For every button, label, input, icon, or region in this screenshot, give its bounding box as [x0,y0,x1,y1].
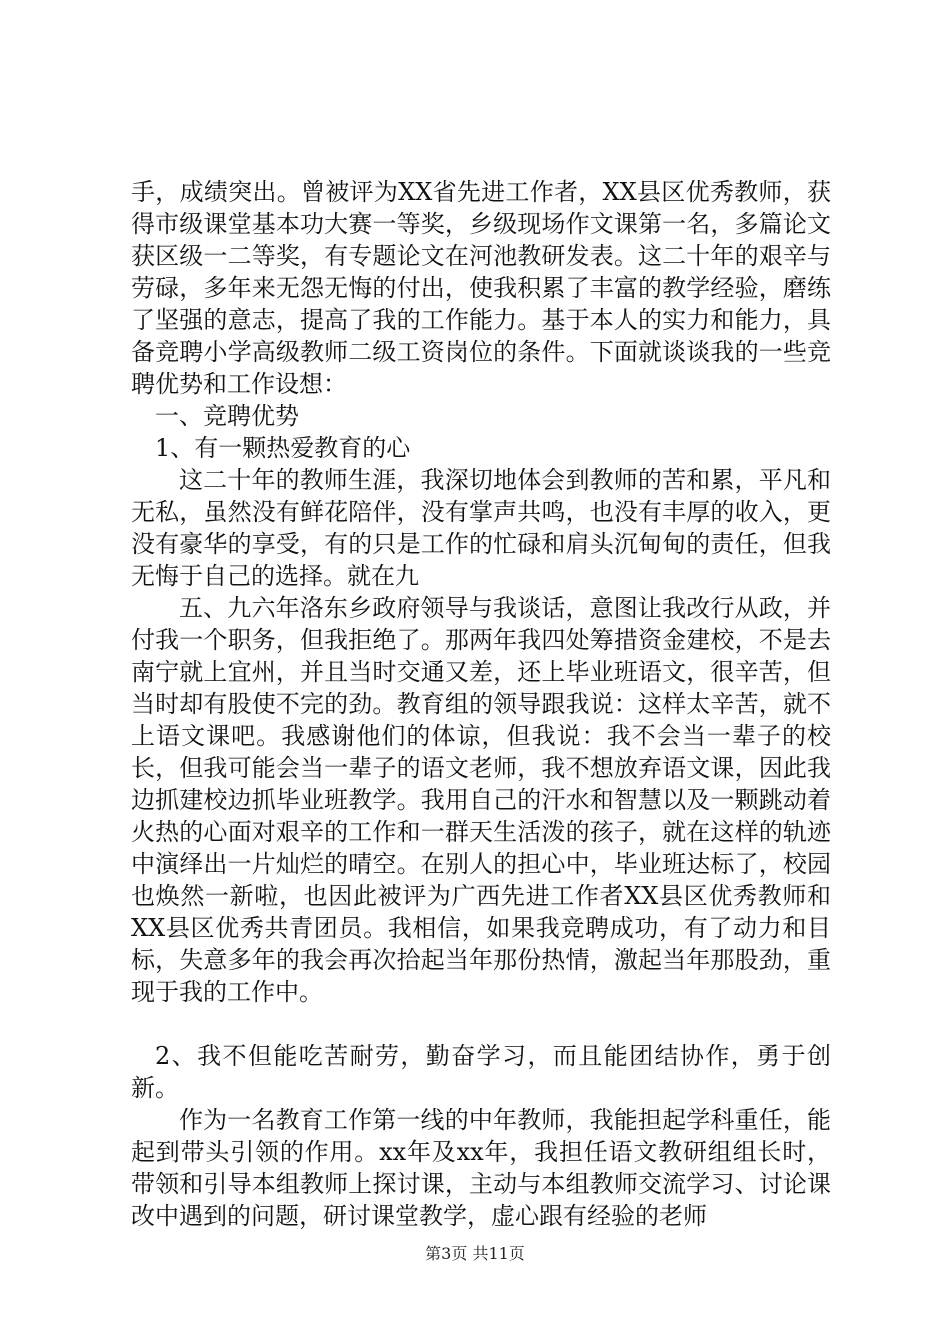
paragraph-career: 这二十年的教师生涯，我深切地体会到教师的苦和累，平凡和无私，虽然没有鲜花陪伴，没有掌声共鸣，也没有丰厚的收入，更没有豪华的享受，有的只是工作的忙碌和肩头沉甸甸的责任，但我无悔于自己的选择。就在九 [131,466,831,590]
subheading-love-education: 1、有一颗热爱教育的心 [155,434,411,462]
section-heading-advantages: 一、竞聘优势 [155,402,299,430]
paragraph-story: 五、九六年洛东乡政府领导与我谈话，意图让我改行从政，并付我一个职务，但我拒绝了。那两年我四处筹措资金建校，不是去南宁就上宜州，并且当时交通又差，还上毕业班语文，很辛苦，但当时却有股使不完的劲。教育组的领导跟我说：这样太辛苦，就不上语文课吧。我感谢他们的体谅，但我说：我不会当一辈子的校长，但我可能会当一辈子的语文老师，我不想放弃语文课，因此我边抓建校边抓毕业班教学。我用自己的汗水和智慧以及一颗跳动着火热的心面对艰辛的工作和一群天生活泼的孩子，就在这样的轨迹中演绎出一片灿烂的晴空。在别人的担心中，毕业班达标了，校园也焕然一新啦，也因此被评为广西先进工作者XX县区优秀教师和XX县区优秀共青团员。我相信，如果我竞聘成功，有了动力和目标，失意多年的我会再次拾起当年那份热情，激起当年那股劲，重现于我的工作中。 [131,594,831,1006]
paragraph-gap [131,1008,831,1040]
document-body [131,176,831,1232]
paragraph-intro: 手，成绩突出。曾被评为XX省先进工作者，XX县区优秀教师，获得市级课堂基本功大赛一等奖，乡级现场作文课第一名，多篇论文获区级一二等奖，有专题论文在河池教研发表。这二十年的艰辛与劳碌，多年来无怨无悔的付出，使我积累了丰富的教学经验，磨练了坚强的意志，提高了我的工作能力。基于本人的实力和能力，具备竞聘小学高级教师二级工资岗位的条件。下面就谈谈我的一些竞聘优势和工作设想： [131,178,831,398]
subheading-teamwork: 2、我不但能吃苦耐劳，勤奋学习，而且能团结协作，勇于创新。 [131,1042,831,1102]
page-number-footer: 第3页 共11页 [425,1244,525,1263]
paragraph-leadership: 作为一名教育工作第一线的中年教师，我能担起学科重任，能起到带头引领的作用。xx年及xx年，我担任语文教研组组长时，带领和引导本组教师上探讨课，主动与本组教师交流学习、讨论课改中遇到的问题，研讨课堂教学，虚心跟有经验的老师 [131,1106,831,1230]
